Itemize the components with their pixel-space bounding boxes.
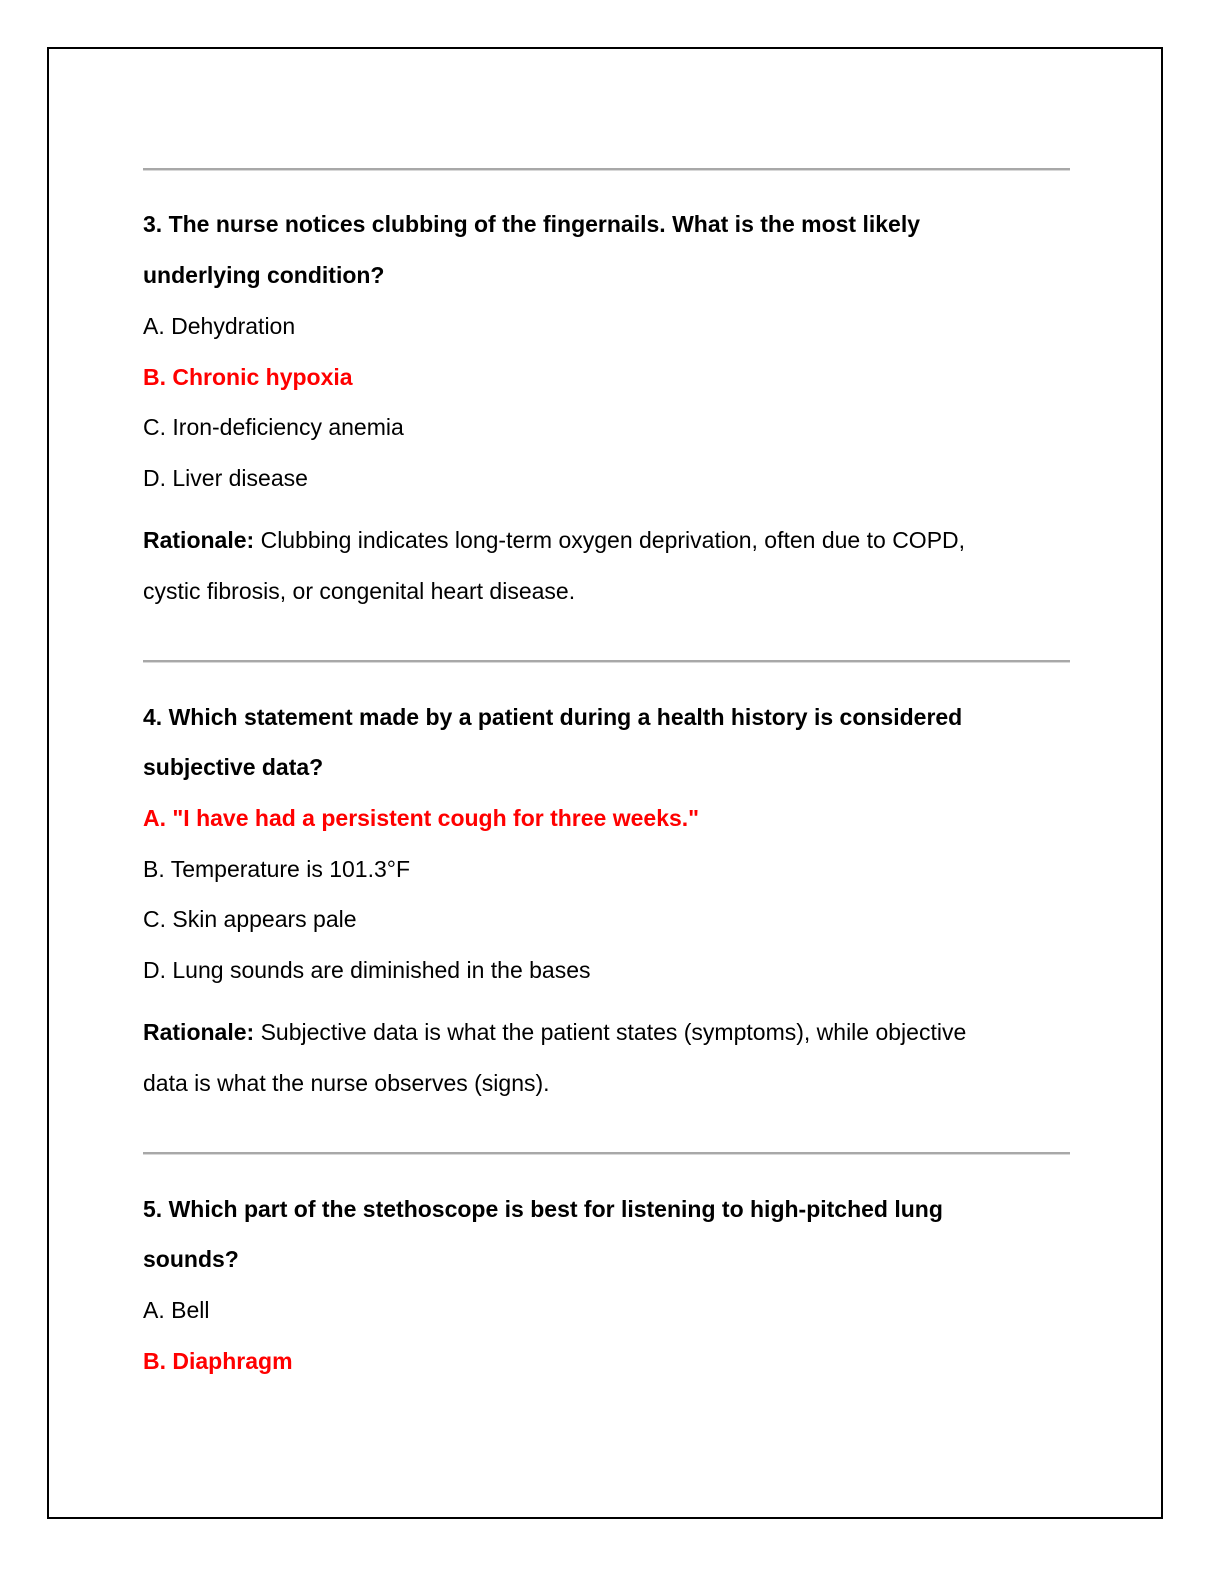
- rationale-label: Rationale:: [143, 527, 255, 553]
- rationale-text: Subjective data is what the patient states (symptoms), while objective: [254, 1019, 967, 1045]
- answer-option: A. Dehydration: [143, 313, 296, 339]
- rationale-text: Clubbing indicates long-term oxygen deprivation, often due to COPD,: [254, 527, 966, 553]
- correct-answer-option: A. "I have had a persistent cough for three weeks.": [143, 805, 700, 831]
- question-stem-line: sounds?: [143, 1246, 239, 1272]
- rationale-text: cystic fibrosis, or congenital heart disease.: [143, 578, 576, 604]
- correct-answer-option: B. Diaphragm: [143, 1348, 293, 1374]
- correct-answer-option: B. Chronic hypoxia: [143, 364, 353, 390]
- rationale-text: data is what the nurse observes (signs).: [143, 1070, 550, 1096]
- question-stem-line: subjective data?: [143, 754, 324, 780]
- answer-option: C. Skin appears pale: [143, 906, 357, 932]
- answer-option: C. Iron-deficiency anemia: [143, 414, 404, 440]
- question-stem-line: The nurse notices clubbing of the fingernails. What is the most likely: [168, 211, 921, 237]
- divider-rule: [143, 660, 1070, 663]
- rationale-label: Rationale:: [143, 1019, 255, 1045]
- question-stem-line: underlying condition?: [143, 262, 385, 288]
- question-4-stem: [143, 702, 1073, 732]
- rationale: [143, 1017, 1073, 1047]
- divider-rule: [143, 168, 1070, 171]
- question-5-stem: [143, 1194, 1073, 1224]
- rationale: [143, 525, 1073, 555]
- question-3-stem: [143, 209, 1073, 239]
- answer-option: D. Liver disease: [143, 465, 308, 491]
- divider-rule: [143, 1152, 1070, 1155]
- answer-option: A. Bell: [143, 1297, 210, 1323]
- question-number: 3.: [143, 211, 163, 237]
- answer-option: D. Lung sounds are diminished in the bases: [143, 957, 591, 983]
- question-stem-line: Which statement made by a patient during a health history is considered: [168, 704, 963, 730]
- answer-option: B. Temperature is 101.3°F: [143, 856, 411, 882]
- question-number: 4.: [143, 704, 163, 730]
- question-stem-line: Which part of the stethoscope is best for listening to high-pitched lung: [168, 1196, 943, 1222]
- question-number: 5.: [143, 1196, 163, 1222]
